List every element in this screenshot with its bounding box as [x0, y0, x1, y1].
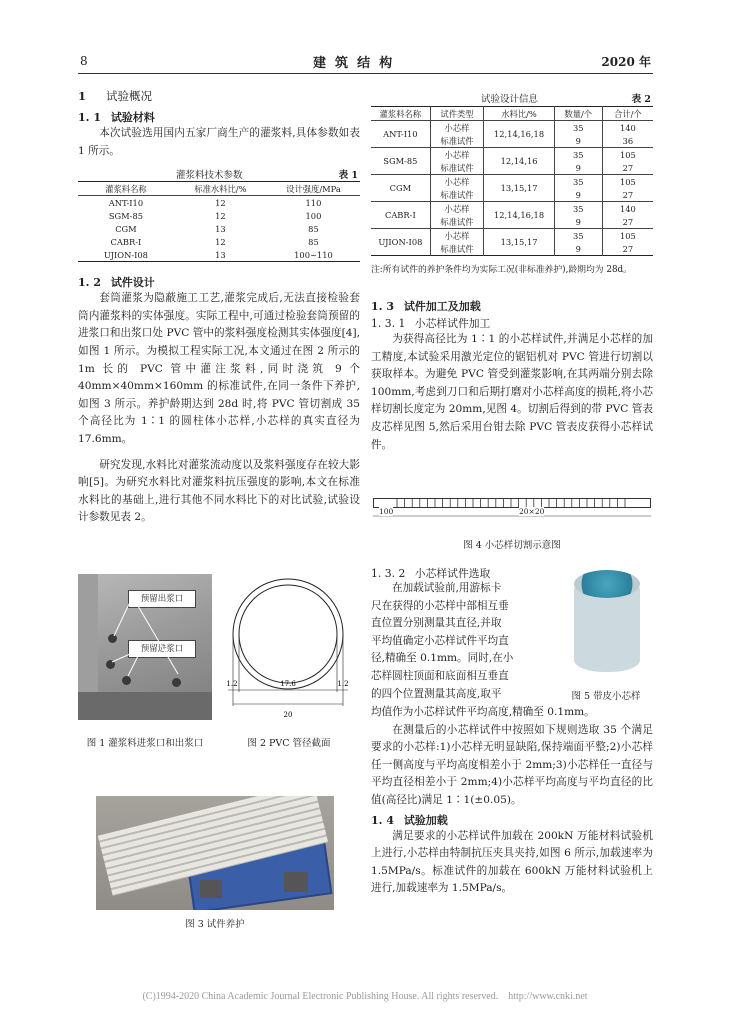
- section-title: 试验加载: [403, 813, 448, 827]
- table-row: [78, 248, 360, 262]
- section-1-1-heading: [78, 109, 360, 125]
- copyright-footer: (C)1994-2020 China Academic Journal Electronic Publishing House. All rights reserved. http://www.cnki.net: [142, 991, 588, 1002]
- table-cell: ANT-I10: [108, 197, 144, 208]
- table-cell: 标准试件: [430, 161, 484, 175]
- table-label: 表 2: [631, 94, 651, 105]
- table-header-cell: 标准水料比/%: [194, 183, 247, 194]
- table-cell: 27: [622, 189, 634, 200]
- journal-name: 建 筑 结 构: [313, 56, 393, 71]
- table-label: 表 1: [338, 170, 358, 182]
- text-line: 直位置分别测量其直径,并取: [371, 617, 502, 630]
- table-row: [371, 121, 653, 135]
- section-number: 1. 4: [371, 813, 394, 827]
- table-cell: 110: [305, 197, 322, 208]
- table-cell: 35: [554, 148, 602, 162]
- table-cell: 12,14,16: [484, 148, 555, 175]
- table-cell: 105: [619, 176, 636, 187]
- paragraph: 为获得高径比为 1∶1 的小芯样试件,并满足小芯样的加工精度,本试验采用激光定位的锯铝机对 PVC 管进行切割以获取样本。为避免 PVC 管受到灌浆影响,在其两端分别去除 100mm,考虑到刀口和后期打磨对小芯样高度的损耗,将小芯样切割长度定为 20mm,见图 4。切割后得到的带 PVC 管表皮芯样见图 5,然后采用台钳去除 PVC 管表皮获得小芯样试件。: [371, 333, 653, 451]
- table-cell: 标准试件: [430, 188, 484, 202]
- table-cell: 35: [554, 121, 602, 135]
- text-line: 径,精确至 0.1mm。同时,在小: [371, 652, 514, 665]
- table-cell: 9: [554, 188, 602, 202]
- table-cell: 12,14,16,18: [484, 121, 555, 148]
- table-cell: 小芯样: [430, 202, 484, 216]
- text-line: 平均值确定小芯样试件平均直: [371, 634, 509, 647]
- table-header-cell: 合计/个: [614, 108, 642, 119]
- header-rule: [78, 73, 653, 74]
- table-cell: 12: [215, 197, 226, 208]
- table-cell: 105: [619, 149, 636, 160]
- table-cell: 12,14,16,18: [484, 202, 555, 229]
- table-row: [78, 235, 360, 248]
- table-cell: 标准试件: [430, 134, 484, 148]
- right-column-text-lower: [371, 704, 653, 898]
- table2: [371, 106, 653, 256]
- section-title: 小芯样试件加工: [414, 317, 491, 330]
- section-1-3-1-heading: [371, 316, 653, 331]
- table-cell: 13: [215, 249, 226, 260]
- table-row: [371, 148, 653, 162]
- table-cell: 36: [622, 135, 634, 146]
- figure5-photo: [562, 566, 652, 680]
- table-cell: 140: [619, 203, 636, 214]
- table1-caption: [78, 166, 360, 181]
- table-title: 灌浆料技术参数: [176, 170, 243, 182]
- table-cell: 小芯样: [430, 229, 484, 243]
- cut-lines: [397, 499, 625, 508]
- section-1-2-heading: [78, 274, 360, 290]
- inlet-label: 预留进浆口: [140, 644, 184, 654]
- table-cell: 13,15,17: [484, 175, 555, 202]
- table-cell: UJION-I08: [103, 249, 148, 260]
- table-row: [371, 229, 653, 243]
- dim-segment-label: 20×20: [519, 507, 545, 516]
- table-header-cell: 水料比/%: [484, 107, 555, 121]
- table-cell: 100: [305, 210, 322, 221]
- text-line: 的四个位置测量其高度,取平: [371, 687, 502, 700]
- section-1-4-heading: [371, 812, 653, 828]
- left-column: [78, 88, 360, 527]
- section-1-3-2-heading: [371, 566, 490, 581]
- table-cell: SGM-85: [371, 148, 430, 175]
- table-cell: CABR-I: [371, 202, 430, 229]
- section-title: 试验概况: [106, 89, 153, 103]
- dim-left-label: 1.2: [226, 680, 238, 688]
- section-1-3-heading: [371, 298, 653, 314]
- arrow-line: [128, 656, 138, 676]
- table-cell: 标准试件: [430, 215, 484, 229]
- section-title: 试件加工及加载: [403, 300, 481, 313]
- table-cell: CGM: [371, 175, 430, 202]
- section-number: 1. 3. 2: [371, 567, 406, 580]
- paragraph: 本次试验选用国内五家厂商生产的灌浆料,具体参数如表 1 所示。: [78, 127, 360, 157]
- specimen-top-face: [574, 570, 640, 598]
- table-cell: 9: [554, 134, 602, 148]
- right-column-text: [371, 298, 653, 454]
- arrow-line: [112, 654, 130, 662]
- table2-note: 注:所有试件的养护条件均为实际工况(非标准养护),龄期均为 28d。: [371, 265, 632, 275]
- outlet-label: 预留出浆口: [140, 594, 184, 604]
- table-row: [78, 196, 360, 210]
- figure1-photo: [78, 574, 212, 720]
- section-number: 1. 3. 1: [371, 317, 406, 330]
- section-number: 1: [78, 89, 87, 103]
- section-number: 1. 1: [78, 111, 101, 124]
- table-cell: 9: [554, 215, 602, 229]
- text-line: 芯样圆柱顶面和底面相互垂直: [371, 669, 509, 682]
- table-cell: 85: [308, 236, 319, 247]
- table-row: [371, 202, 653, 216]
- dim-right-label: 1.2: [337, 680, 349, 688]
- section-title: 试件设计: [110, 276, 155, 290]
- table-header-cell: 灌浆料名称: [105, 183, 147, 194]
- figure3-caption: 图 3 试件养护: [185, 919, 245, 930]
- table-cell: CABR-I: [110, 236, 142, 247]
- arrow-line: [114, 602, 130, 636]
- pipe-inner-circle: [239, 585, 337, 683]
- table-cell: CGM: [115, 223, 137, 234]
- text-line: 在加载试验前,用游标卡: [392, 582, 502, 594]
- text-line: 尺在获得的小芯样中部相互垂: [371, 599, 509, 612]
- pipe-outer-circle: [233, 579, 343, 689]
- pipe-strip: [373, 498, 651, 524]
- section-title: 小芯样试件选取: [414, 567, 491, 580]
- section-1-heading: [78, 88, 360, 104]
- table-cell: 小芯样: [430, 121, 484, 135]
- table-cell: ANT-I10: [371, 121, 430, 148]
- paragraph: 研究发现,水料比对灌浆流动度以及浆料强度存在较大影响[5]。为研究水料比对灌浆料抗压强度的影响,本文在标准水料比的基础上,进行其他不同水料比下的对比试验,试验设计参数见表 2。: [78, 458, 360, 524]
- table1: [78, 181, 360, 262]
- table-cell: 小芯样: [430, 148, 484, 162]
- figure2-diagram: [224, 572, 352, 724]
- table-header-cell: 试件类型: [430, 107, 484, 121]
- table-row: [78, 209, 360, 222]
- paragraph: 在测量后的小芯样试件中按照如下规则选取 35 个满足要求的小芯样:1)小芯样无明显缺陷,保持端面平整;2)小芯样任一侧高度与平均高度相差小于 2mm;3)小芯样任一直径与平均直径相差小于 2mm;4)小芯样平均高度与平均直径的比值(高径比)满足 1∶1(±0.05)。: [371, 723, 653, 806]
- paragraph: 均值作为小芯样试件平均高度,精确至 0.1mm。: [371, 706, 595, 718]
- figure1-arrows: [78, 574, 212, 720]
- table-row: [371, 175, 653, 189]
- table-cell: 9: [554, 161, 602, 175]
- pipe-outline: [374, 499, 651, 508]
- table2-caption: [371, 91, 653, 105]
- table-header-cell: 灌浆料名称: [371, 107, 430, 121]
- section-number: 1. 2: [78, 276, 101, 290]
- table-title: 试验设计信息: [481, 94, 539, 105]
- table-header-cell: 数量/个: [554, 107, 602, 121]
- figure5-caption: 图 5 带皮小芯样: [571, 691, 641, 702]
- standard-specimen: [284, 872, 308, 892]
- table-cell: 9: [554, 242, 602, 256]
- table-cell: 标准试件: [430, 242, 484, 256]
- figure4-caption: 图 4 小芯样切割示意图: [463, 540, 561, 551]
- section-title: 试验材料: [110, 111, 155, 124]
- table-cell: 27: [622, 216, 634, 227]
- table-cell: 140: [619, 122, 636, 133]
- section-1-3-2-wrapped-lines: [371, 580, 556, 703]
- table-cell: 105: [619, 230, 636, 241]
- table-cell: 13: [215, 223, 226, 234]
- table-cell: 27: [622, 162, 634, 173]
- paragraph: 满足要求的小芯样试件加载在 200kN 万能材料试验机上进行,小芯样由特制抗压夹具夹持,如图 6 所示,加载速率为 1.5MPa/s。标准试件的加载在 600kN 万能材料试验机上进行,加载速率为 1.5MPa/s。: [371, 829, 653, 895]
- page-header: [78, 52, 653, 72]
- figure1-caption: 图 1 灌浆料进浆口和出浆口: [86, 738, 204, 749]
- table-header-cell: 设计强度/MPa: [286, 183, 341, 194]
- table-cell: SGM-85: [108, 210, 144, 221]
- table-cell: 35: [554, 202, 602, 216]
- dim-mid-label: 17.6: [280, 680, 296, 688]
- table-cell: UJION-I08: [371, 229, 430, 256]
- table-cell: 35: [554, 175, 602, 189]
- table-cell: 35: [554, 229, 602, 243]
- standard-specimen: [200, 880, 222, 898]
- dim-total-label: 20: [283, 711, 293, 719]
- table-cell: 13,15,17: [484, 229, 555, 256]
- figure4-diagram: [373, 498, 651, 524]
- paragraph: 套筒灌浆为隐蔽施工工艺,灌浆完成后,无法直接检验套筒内灌浆料的实体强度。实际工程中,可通过检验套筒预留的进浆口和出浆口处 PVC 管中的浆料强度检测其实体强度[4],如图 1 所示。为模拟工程实际工况,本文通过在图 2 所示的 1m 长的 PVC 管中灌注浆料,同时浇筑 9 个 40mm×40mm×160mm 的标准试件,在同一条件下养护,如图 3 所示。养护龄期达到 28d 时,将 PVC 管切割成 35 个高径比为 1∶1 的圆柱体小芯样,小芯样的真实直径为 17.6mm。: [78, 292, 360, 445]
- figure2-caption: 图 2 PVC 管径截面: [247, 738, 331, 749]
- table-cell: 27: [622, 243, 634, 254]
- table-cell: 12: [215, 210, 226, 221]
- table-cell: 100~110: [294, 249, 333, 260]
- journal-year: 2020 年: [601, 55, 651, 69]
- table-cell: 小芯样: [430, 175, 484, 189]
- figure3-photo: [96, 796, 334, 910]
- page-number: 8: [80, 54, 88, 68]
- table-cell: 12: [215, 236, 226, 247]
- dim-end-label: 100: [379, 507, 394, 516]
- table-cell: 85: [308, 223, 319, 234]
- arrow-line: [138, 606, 178, 674]
- table-row: [78, 222, 360, 235]
- section-number: 1. 3: [371, 300, 394, 313]
